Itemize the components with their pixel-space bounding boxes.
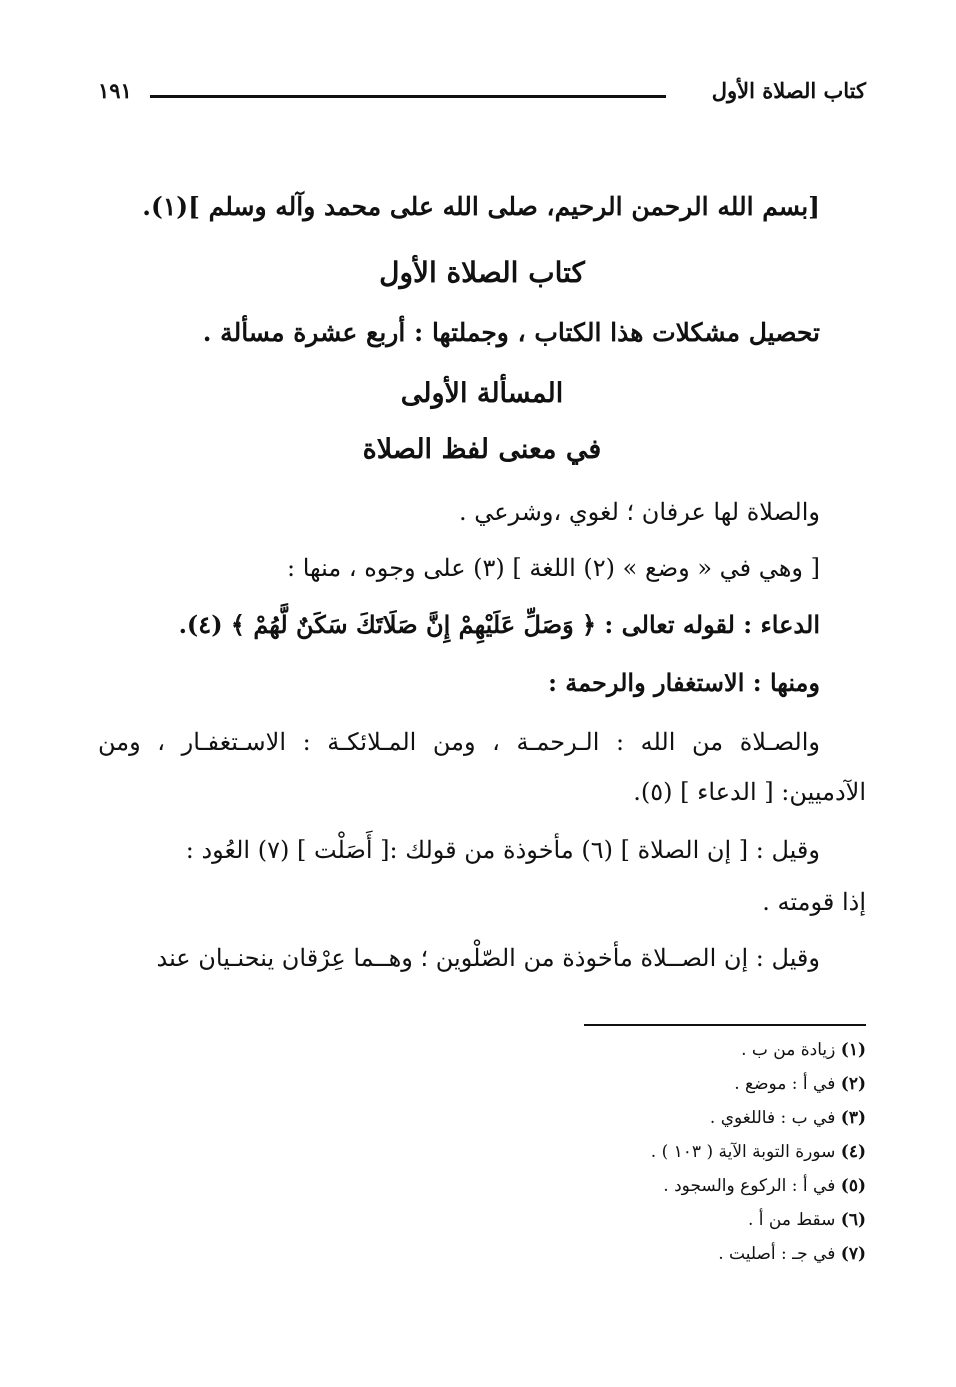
footnote-1 [741,1040,866,1060]
footnote-text: في جـ : أصليت . [718,1244,841,1264]
paragraph-5-line-2: الآدميين: [ الدعاء ] (٥). [633,778,866,806]
intro-line: تحصيل مشكلات هذا الكتاب ، وجملتها : أربع عشرة مسألة . [202,318,820,347]
book-title: كتاب الصلاة الأول [379,256,585,289]
footnote-3 [710,1108,866,1128]
footnote-text: سورة التوبة الآية ( ١٠٣ ) . [650,1142,841,1162]
paragraph-1: والصلاة لها عرفان ؛ لغوي ،وشرعي . [458,498,820,526]
main-text [98,0,866,1000]
basmala: [بسم الله الرحمن الرحيم، صلى الله على محمد وآله وسلم ](١). [142,192,820,221]
issue-subtitle: في معنى لفظ الصلاة [362,434,602,465]
footnote-number: (١) [840,1040,866,1060]
footnote-4 [651,1142,866,1162]
paragraph-6-line-1: وقيل : [ إن الصلاة ] (٦) مأخوذة من قولك :[ أَصَلْت ] (٧) العُود : [185,836,820,864]
footnote-rule [584,1024,866,1026]
footnote-6 [748,1210,866,1230]
running-title: كتاب الصلاة الأول [711,78,866,103]
footnote-number: (٤) [840,1142,866,1162]
paragraph-3-label: الدعاء : [743,610,820,639]
paragraph-2: [ وهي في « وضع » (٢) اللغة ] (٣) على وجوه ، منها : [287,554,820,582]
paragraph-4: ومنها : الاستغفار والرحمة : [548,668,820,697]
footnote-number: (٧) [840,1244,866,1264]
footnote-2 [734,1074,866,1094]
footnote-text: سقط من أ . [747,1210,841,1230]
page-number: ١٩١ [98,78,132,103]
issue-title: المسألة الأولى [400,378,564,409]
footnote-number: (٦) [840,1210,866,1230]
footnote-text: زيادة من ب . [741,1040,841,1060]
footnote-7 [718,1244,866,1264]
footnote-text: في أ : الركوع والسجود . [663,1176,841,1196]
footnotes [466,1040,866,1300]
paragraph-6-line-2: إذا قومته . [762,888,866,916]
footnote-5 [663,1176,866,1196]
footnote-number: (٥) [840,1176,866,1196]
footnote-text: في ب : فاللغوي . [709,1108,841,1128]
paragraph-7-line-1: وقيل : إن الصــلاة مأخوذة من الصّلْوين ؛ وهــما عِرْقان ينحنـيان عند [156,944,820,972]
paragraph-3-text: لقوله تعالى : ﴿ وَصَلِّ عَلَيْهِمْ إِنَّ صَلَاتَكَ سَكَنٌ لَّهُمْ ﴾ (٤). [178,610,744,639]
paragraph-3 [179,610,820,639]
paragraph-5-line-1: والصـلاة من الله : الـرحمـة ، ومن المـلائكـة : الاسـتغفـار ، ومن [98,728,820,756]
footnote-text: في أ : موضع . [734,1074,841,1094]
footnote-number: (٢) [840,1074,866,1094]
footnote-number: (٣) [840,1108,866,1128]
